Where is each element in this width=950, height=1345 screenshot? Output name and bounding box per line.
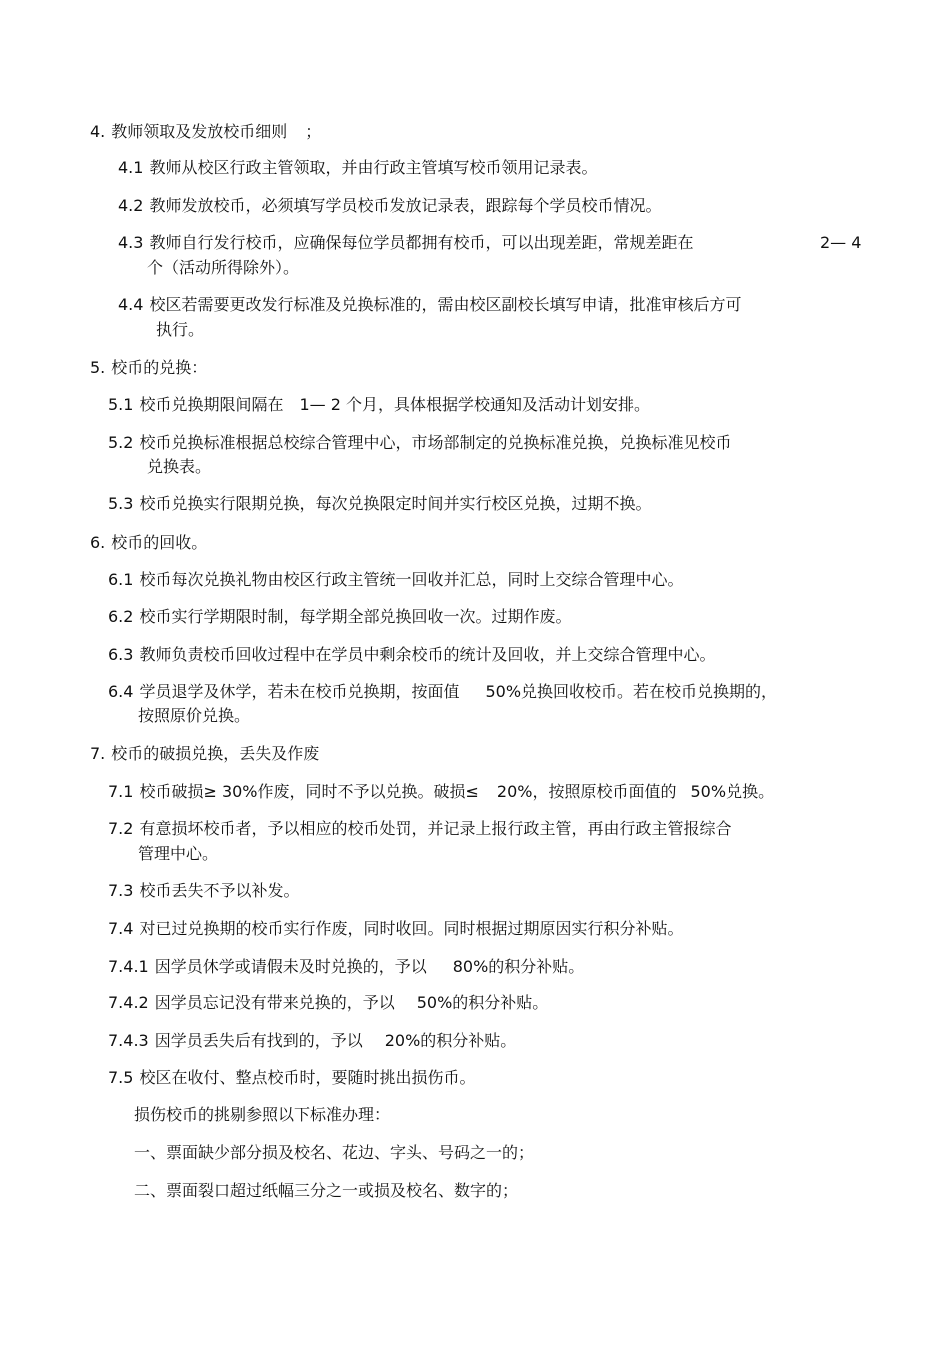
criteria-2 [134,1181,518,1201]
item-text: 校币每次兑换礼物由校区行政主管统一回收并汇总，同时上交综合管理中心。 [139,570,684,589]
item-number: 7. [90,744,106,763]
item-number: 7.4.2 [108,993,149,1012]
item-number: 4.4 [118,295,144,314]
item-number: 6.3 [108,645,134,664]
item-text: 损伤校币的挑剔参照以下标准办理： [134,1105,391,1124]
item-7-4-2 [108,993,548,1013]
item-text: 教师从校区行政主管领取，并由行政主管填写校币领用记录表。 [149,158,598,177]
section-6-heading [90,533,207,553]
item-tail: 20%，按照原校币面值的 [496,782,677,801]
item-tail: 1— 2 个月，具体根据学校通知及活动计划安排。 [299,395,651,414]
item-text: 校币兑换标准根据总校综合管理中心，市场部制定的兑换标准兑换，兑换标准见校币 [139,433,732,452]
item-text: 校币兑换期限间隔在 [139,395,284,414]
item-4-4-cont [156,320,204,340]
item-number: 7.1 [108,782,134,801]
item-text: 因学员忘记没有带来兑换的，予以 [154,993,395,1012]
section-5-heading [90,358,207,378]
item-text: 有意损坏校币者，予以相应的校币处罚，并记录上报行政主管，再由行政主管报综合 [139,819,732,838]
section-4-heading [90,122,321,142]
item-number: 5. [90,358,106,377]
item-text: 校区在收付、整点校币时，要随时挑出损伤币。 [139,1068,476,1087]
item-text: 个（活动所得除外）。 [147,258,300,277]
item-text: 教师自行发行校币，应确保每位学员都拥有校币，可以出现差距，常规差距在 [149,233,694,252]
item-6-4 [108,682,777,702]
item-text: 校币的回收。 [111,533,208,552]
item-number: 4.1 [118,158,144,177]
item-number: 4.2 [118,196,144,215]
item-number: 7.4 [108,919,134,938]
item-5-1 [108,395,650,415]
item-number: 6. [90,533,106,552]
item-number: 5.3 [108,494,134,513]
item-text: 一、票面缺少部分损及校名、花边、字头、号码之一的； [134,1143,535,1162]
item-7-4 [108,919,683,939]
item-5-3 [108,494,651,514]
item-7-3 [108,881,299,901]
item-number: 7.4.3 [108,1031,149,1050]
item-7-5 [108,1068,475,1088]
item-4-3 [118,233,693,253]
item-text: 因学员休学或请假未及时兑换的，予以 [154,957,427,976]
section-7-heading [90,744,319,764]
item-number: 7.3 [108,881,134,900]
item-4-4 [118,295,741,315]
item-text: 教师发放校币，必须填写学员校币发放记录表，跟踪每个学员校币情况。 [149,196,662,215]
item-text: 校币的破损兑换，丢失及作废 [111,744,320,763]
damage-criteria-intro [134,1105,390,1125]
item-tail: 80%的积分补贴。 [452,957,585,976]
item-text: 校币兑换实行限期兑换，每次兑换限定时间并实行校区兑换，过期不换。 [139,494,652,513]
item-text: 按照原价兑换。 [138,706,251,725]
item-7-1 [108,782,774,802]
item-number: 6.2 [108,607,134,626]
item-tail: 50%兑换回收校币。若在校币兑换期的， [485,682,778,701]
item-number: 4.3 [118,233,144,252]
item-7-4-3 [108,1031,516,1051]
item-6-1 [108,570,683,590]
item-text: 教师负责校币回收过程中在学员中剩余校币的统计及回收，并上交综合管理中心。 [139,645,716,664]
item-text: 校区若需要更改发行标准及兑换标准的，需由校区副校长填写申请，批准审核后方可 [149,295,742,314]
item-4-3-range [820,233,861,253]
item-text: 对已过兑换期的校币实行作废，同时收回。同时根据过期原因实行积分补贴。 [139,919,684,938]
item-7-2-cont [138,844,218,864]
item-text: 管理中心。 [138,844,219,863]
item-text: 校币的兑换： [111,358,208,377]
item-tail: 50%兑换。 [690,782,775,801]
item-text: 学员退学及休学，若未在校币兑换期，按面值 [139,682,460,701]
item-text: 校币破损≥ 30%作废，同时不予以兑换。破损≤ [139,782,479,801]
item-number: 5.1 [108,395,134,414]
item-7-4-1 [108,957,584,977]
item-tail: ； [305,122,322,141]
item-text: 校币实行学期限时制，每学期全部兑换回收一次。过期作废。 [139,607,572,626]
item-number: 7.5 [108,1068,134,1087]
item-5-2 [108,433,731,453]
criteria-1 [134,1143,534,1163]
item-number: 5.2 [108,433,134,452]
item-number: 7.4.1 [108,957,149,976]
item-6-4-cont [138,706,250,726]
item-text: 因学员丢失后有找到的，予以 [154,1031,363,1050]
item-tail: 20%的积分补贴。 [384,1031,517,1050]
item-text: 二、票面裂口超过纸幅三分之一或损及校名、数字的； [134,1181,519,1200]
item-text: 兑换表。 [147,457,212,476]
item-5-2-cont [147,457,211,477]
item-number: 6.4 [108,682,134,701]
item-number: 6.1 [108,570,134,589]
item-text: 执行。 [156,320,205,339]
item-text: 教师领取及发放校币细则 [111,122,288,141]
item-tail: 2— 4 [820,233,862,252]
item-7-2 [108,819,731,839]
item-text: 校币丢失不予以补发。 [139,881,300,900]
item-number: 7.2 [108,819,134,838]
item-number: 4. [90,122,106,141]
item-4-1 [118,158,597,178]
item-6-2 [108,607,571,627]
item-tail: 50%的积分补贴。 [416,993,549,1012]
item-6-3 [108,645,715,665]
item-4-3-cont [147,258,299,278]
item-4-2 [118,196,661,216]
